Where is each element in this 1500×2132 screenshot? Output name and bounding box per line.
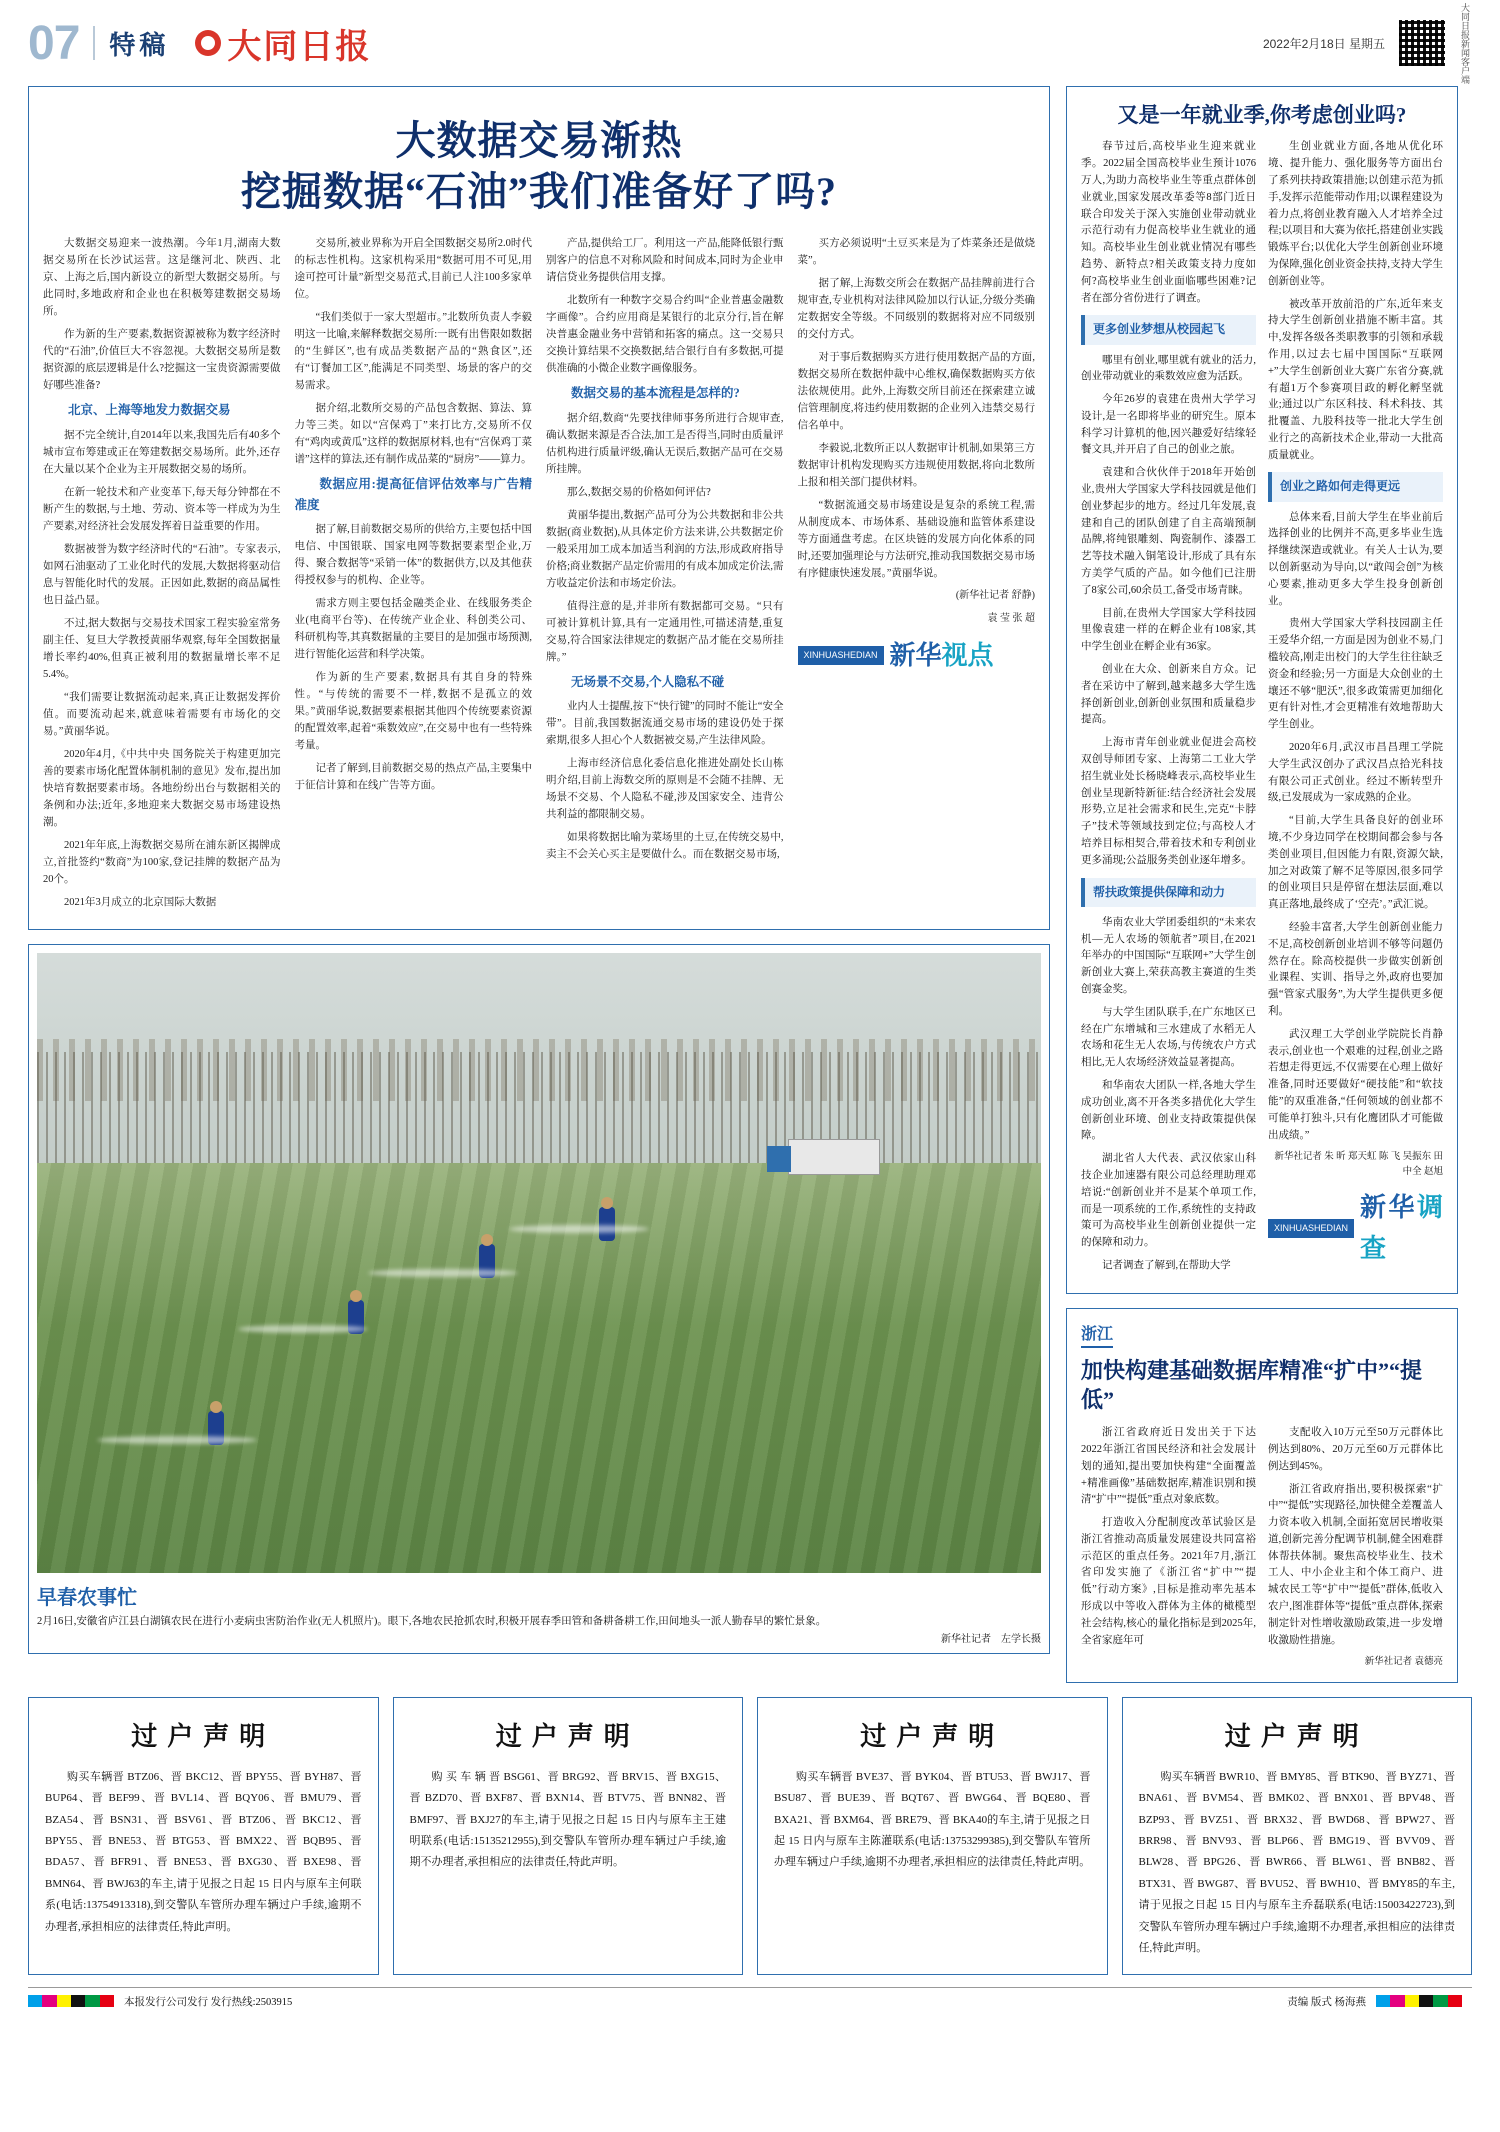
badge-pinyin: XINHUASHEDIAN	[1268, 1219, 1354, 1238]
paragraph: 2020年6月,武汉市昌昌理工学院大学生武汉创办了武汉昌点拾光科技有限公司正式创业。经过不断转型升级,已发展成为一家成熟的企业。	[1268, 742, 1443, 804]
employment-title: 又是一年就业季,你考虑创业吗?	[1117, 103, 1407, 127]
employment-column-1	[1081, 139, 1256, 1280]
paragraph: 生创业就业方面,各地从优化环境、提升能力、强化服务等方面出台了系列扶持政策措施;以创建示范为抓手,发挥示范能带动作用;以课程建设为着力点,将创业教育融入人才培养全过程;以项目和大赛为依托,搭建创业实践锻炼平台;以优化大学生创新创业环境为保障,强化创业资金扶持,支持大学生创新创业等。	[1268, 141, 1443, 287]
paragraph: 支配收入10万元至50万元群体比例达到80%、20万元至60万元群体比例达到45%。	[1268, 1427, 1443, 1472]
masthead-right	[1263, 3, 1472, 84]
paragraph: 北数所有一种数字交易合约叫“企业普惠金融数字画像”。合约应用商是某银行的北京分行,旨在解决普惠金融业务中营销和拓客的痛点。这一交易只交换计算结果不交换数据,结合银行自有多数据,可提供准确的小微企业数字画像服务。	[546, 295, 784, 375]
subheading: 数据应用:提高征信评估效率与广告精准度	[294, 477, 532, 512]
paragraph: 武汉理工大学创业学院院长肖静表示,创业也一个艰难的过程,创业之路若想走得更远,不仅需要在心理上做好准备,同时还要做好“硬技能”和“软技能”的双重准备,“任何领域的创业都不可能单打独斗,只有化鹰团队才可能做出成绩。”	[1268, 1028, 1443, 1141]
paragraph: 业内人士提醒,按下“快行键”的同时不能让“安全带”。目前,我国数据流通交易市场的建设仍处于探索期,很多人担心个人数据被交易,产生法律风险。	[546, 700, 784, 746]
employment-columns	[1081, 139, 1443, 1280]
notice-title: 过户声明	[860, 1721, 1005, 1751]
spray-mist	[368, 1269, 518, 1277]
star-icon	[195, 30, 221, 56]
paragraph: 上海市青年创业就业促进会高校双创导师团专家、上海第二工业大学招生就业处长杨晓峰表示,高校毕业生创业呈现新特新征:结合经济社会发展形势,立足社会需求和民生,完克“卡脖子”技术等领域技到定位;与高校人才培养目标相契合,带着技术和专利创业更多涌现;公益服务类创业逐年增多。	[1081, 737, 1256, 866]
publish-date: 2022年2月18日 星期五	[1262, 36, 1385, 51]
paragraph: 值得注意的是,并非所有数据都可交易。“只有可被计算机计算,具有一定通用性,可描述清楚,重复交易,符合国家法律规定的数据产品才能在交易所挂牌。”	[546, 600, 784, 663]
paragraph: 浙江省政府近日发出关于下达2022年浙江省国民经济和社会发展计划的通知,提出要加快构建“全面覆盖+精准画像”基础数据库,精准识别和摸清“扩中”“提低”重点对象底数。	[1081, 1427, 1256, 1506]
photo-caption-text: 2月16日,安徽省庐江县白湖镇农民在进行小麦病虫害防治作业(无人机照片)。眼下,各地农民抢抓农时,积极开展春季田管和备耕备耕工作,田间地头一派人勤春早的繁忙景象。	[37, 1615, 827, 1627]
subheading: 更多创业梦想从校园起飞	[1081, 315, 1256, 344]
headline-line-1: 大数据交易渐热	[395, 118, 683, 163]
paragraph: 被改革开放前沿的广东,近年来支持大学生创新创业措施不断丰富。其中,发挥各级各类职教事的引领和承载作用,以过去七届中国国际“互联网+”大学生创新创业大赛广东省分赛,就有超1万个参赛项目政的孵化孵坚就业;通过以广东区科技、科术科技、其批覆盖、九股科技等一批北大学生创业行之的高新技术企业,带动一大批高质量就业。	[1268, 298, 1443, 461]
paragraph: 春节过后,高校毕业生迎来就业季。2022届全国高校毕业生预计1076万人,为助力高校毕业生等重点群体创业就业,国家发展改革委等8部门近日联合印发关于深入实施创业带动就业示范行动有力促高校毕业生就业的通知。高校毕业生创业就业情况有哪些趋势、新特点?相关政策支持力度如何?高校毕业生创业面临哪些困难?记者在部分省份进行了调查。	[1081, 141, 1256, 304]
notice-body: 购买车辆晋 BWR10、晋 BMY85、晋 BTK90、晋 BYZ71、晋 BNA61、晋 BVM54、晋 BMK02、晋 BNX01、晋 BPV48、晋 BZP93、晋 BVZ51、晋 BRX32、晋 BWD68、晋 BPW27、晋 BRR98、晋 BNV93、晋 BLP66、晋 BMG19、晋 BVV09、晋 BLW28、晋 BPG26、晋 BWR66、晋 BLW61、晋 BNB82、晋 BTX31、晋 BWG87、晋 BVU52、晋 BWH10、晋 BMY85的车主,请于见报之日起 15 日内与原车主乔磊联系(电话:15003422723),到交警队车管所办理车辆过户手续,逾期不办理者,承担相应的法律责任,特此声明。	[1138, 1770, 1455, 1955]
zhejiang-article	[1066, 1308, 1458, 1683]
paragraph: 作为新的生产要素,数据资源被称为数字经济时代的“石油”,价值巨大不容忽视。大数据交易所是数据资源的底层逻辑是什么?挖掘这一宝贵资源需要做好哪些准备?	[43, 329, 281, 392]
byline: 新华社记者 袁德亮	[1364, 1657, 1443, 1668]
paragraph: 袁建和合伙伙伴于2018年开始创业,贵州大学国家大学科技园就是他们创业梦起步的地方。经过几年发展,袁建和自己的团队创建了自主高端预制品牌,将纯银雕刻、陶瓷制作、漆器工艺等技术融入铜笔设计,形成了具有东方美学气质的产品。如今他们已注册了8家公司,60余员工,备受市场青睐。	[1081, 467, 1256, 596]
spray-mist	[238, 1325, 368, 1333]
subheading: 无场景不交易,个人隐私不碰	[571, 674, 725, 689]
worker	[599, 1207, 615, 1241]
paragraph: “我们类似于一家大型超市。”北数所负责人李毅明这一比喻,来解释数据交易所:一既有出售限如数据的“生鲜区”,也有成品类数据产品的“熟食区”,还有“订餐加工区”,能满足不同类型、场景的客户的交易需求。	[294, 312, 532, 392]
truck	[788, 1139, 880, 1175]
paragraph: 浙江省政府指出,要积极探索“扩中”“提低”实现路径,加快健全差覆盖人力资本收入机制,全面拓宽居民增收渠道,创新完善分配调节机制,健全困难群体帮扶体制。聚焦高校毕业生、技术工人、中小企业主和个体工商户、进城农民工等“扩中”“提低”群体,低收入农户,图准群体等“提低”重点群体,探索制定针对性增收激励政策,进一步发增收激励性措施。	[1268, 1483, 1443, 1646]
paragraph: 据介绍,数商“先要找律师事务所进行合规审查,确认数据来源是否合法,加工是否得当,同时由质量评估机构进行质量评级,确认无误后,数据产品可在交易所挂牌。	[546, 412, 784, 475]
paragraph: 如果将数据比喻为菜场里的土豆,在传统交易中,卖主不会关心买主是要做什么。而在数据交易市场,	[546, 831, 784, 860]
employment-article	[1066, 86, 1458, 1294]
notice-body: 购买车辆晋 BTZ06、晋 BKC12、晋 BPY55、晋 BYH87、晋 BUP64、晋 BEF99、晋 BVL14、晋 BQY06、晋 BMU79、晋 BZA54、晋 BSN31、晋 BSV61、晋 BTZ06、晋 BKC12、晋 BPY55、晋 BNE53、晋 BTG53、晋 BMX22、晋 BQB95、晋 BDA57、晋 BFR91、晋 BNE53、晋 BXG30、晋 BXE98、晋 BMN64、晋 BWJ63的车主,请于见报之日起 15 日内与原车主何联系(电话:13754913318),到交警队车管所办理车辆过户手续,逾期不办理者,承担相应的法律责任,特此声明。	[45, 1770, 362, 1933]
byline-2: 袁 莹 张 超	[987, 612, 1035, 624]
qr-label: 大同日报新闻客户端	[1460, 2, 1470, 84]
page-footer	[28, 1987, 1472, 2009]
paper-logo	[195, 19, 371, 68]
paragraph: 据了解,目前数据交易所的供给方,主要包括中国电信、中国银联、国家电网等数据要素型企业,万得、聚合数据等“采销一体”的数据供方,以及其他获得授权参与的机构、企业等。	[294, 523, 532, 586]
lead-headline	[43, 99, 1035, 225]
paragraph: 在新一轮技术和产业变革下,每天每分钟都在不断产生的数据,与土地、劳动、资本等一样成为为生产要素,对经济社会发展发挥着日益重要的作用。	[43, 486, 281, 532]
paragraph: 与大学生团队联手,在广东地区已经在广东增城和三水建成了水稻无人农场和花生无人农场,与传统农户方式相比,无人农场经济效益显著提高。	[1081, 1006, 1256, 1069]
footer-editor: 责编 版式 杨海燕	[1287, 1996, 1366, 2008]
paragraph: 黄丽华提出,数据产品可分为公共数据和非公共数据(商业数据),从具体定价方法来讲,公共数据定价一般采用加工成本加适当利润的方法,形成政府指导价格;商业数据产品定价需用的有成本加成定价法,需方收益定价法和市场定价法。	[546, 509, 784, 589]
paragraph: 交易所,被业界称为开启全国数据交易所2.0时代的标志性机构。这家机构采用“数据可用不可见,用途可控可计量”新型交易范式,目前已人注100多家单位。	[294, 238, 532, 301]
paragraph: 上海市经济信息化委信息化推进处副处长山栋明介绍,目前上海数交所的原则是不会随不挂牌、无场景不交易、个人隐私不碰,涉及国家安全、违背公共利益的都限制交易。	[546, 757, 784, 820]
footer-right	[1287, 1994, 1472, 2009]
notice-body: 购买车辆晋 BVE37、晋 BYK04、晋 BTU53、晋 BWJ17、晋 BSU87、晋 BUE39、晋 BQT67、晋 BWG64、晋 BQE80、晋 BXA21、晋 BXM64、晋 BRE79、晋 BKA40的车主,请于见报之日起 15 日内与原车主陈灌联系(电话:13753299385),到交警队车管所办理车辆过户手续,逾期不办理者,承担相应的法律责任,特此声明。	[774, 1770, 1091, 1869]
notice-title: 过户声明	[495, 1721, 640, 1751]
footer-left-text: 本报发行公司发行 发行热线:2503915	[124, 1996, 293, 2008]
paragraph: 大数据交易迎来一波热潮。今年1月,湖南大数据交易所在长沙试运营。这是继河北、陕西、北京、上海之后,国内新设立的新型大数据交易所。与此同时,多地政府和企业也在积极筹建数据交易场所。	[43, 238, 281, 318]
paragraph: “数据流通交易市场建设是复杂的系统工程,需从制度成本、市场体系、基础设施和监管体系建设等方面通盘考虑。在区块链的发展方向化体系的同时,还要加强理论与方法研究,推动我国数据交易市场有序健康快速发展。”黄丽华说。	[797, 500, 1035, 580]
paragraph: 数据被誉为数字经济时代的“石油”。专家表示,如网石油驱动了工业化时代的发展,大数据将驱动信息与智能化时代的发展。正因如此,数据的商品属性也日益凸显。	[43, 543, 281, 606]
paragraph: 产品,提供给工厂。利用这一产品,能降低银行甄别客户的信息不对称风险和时间成本,同时为企业申请信贷业务提供信用支撑。	[546, 238, 784, 284]
paragraph: 记者调查了解到,在帮助大学	[1102, 1259, 1231, 1271]
paragraph: 创业在大众、创新来自方众。记者在采访中了解到,越来越多大学生选择创新创业,创新创业氛围和质量稳步提高。	[1081, 664, 1256, 726]
paragraph: 贵州大学国家大学科技园副主任王爱华介绍,一方面是因为创业不易,门槛较高,刚走出校门的大学生往往缺乏资金和经验;另一方面是大众创业的土壤还不够“肥沃”,很多政策需更加细化更有针对性,才会更精准有效地帮助大学生创业。	[1268, 618, 1443, 731]
notice-1	[28, 1697, 379, 1975]
page-body	[28, 86, 1472, 1683]
paragraph: 2021年3月成立的北京国际大数据	[64, 896, 217, 908]
notices-row	[28, 1697, 1472, 1975]
zhejiang-column-2	[1268, 1425, 1443, 1670]
paragraph: 据了解,上海数交所会在数据产品挂牌前进行合规审查,专业机构对法律风险加以行认证,分级分类确定数据安全等级。不同级别的数据将对应不同级别的交付方式。	[797, 278, 1035, 341]
paragraph: 总体来看,目前大学生在毕业前后选择创业的比例并不高,更多毕业生选择继续深造或就业。有关人士认为,要以创新驱动为导向,以“敢闯会创”为核心要素,推动更多大学生投身创新创业。	[1268, 511, 1443, 607]
byline: (新华社记者 舒静)	[955, 590, 1035, 602]
paragraph: 湖北省人大代表、武汉依家山科技企业加速器有限公司总经理助理邓培说:“创新创业并不是某个单项工作,而是一项系统的工作,系统性的支持政策可为高校毕业生创新创业提供一定的保障和动力。	[1081, 1153, 1256, 1249]
subheading: 北京、上海等地发力数据交易	[68, 403, 231, 418]
paragraph: 作为新的生产要素,数据具有其自身的特殊性。“与传统的需要不一样,数据不是孤立的效果。”黄丽华说,数据要素根据其他四个传统要素资源的配置效率,起着“乘数效应”,在交易中也有一些特殊考量。	[294, 671, 532, 751]
region-tag: 浙江	[1081, 1321, 1113, 1348]
xinhua-badge	[798, 635, 1036, 677]
right-column	[1066, 86, 1458, 1683]
article-column-3	[546, 235, 784, 916]
badge-text-2: 调查	[1360, 1192, 1443, 1264]
paragraph: 李毅说,北数所正以人数据审计机制,如果第三方数据审计机构发现购买方违规使用数据,将向北数所上报和相关部门提供材料。	[797, 443, 1035, 489]
paragraph: 不过,据大数据与交易技术国家工程实验室常务副主任、复旦大学教授黄丽华观察,每年全国数据量增长率约40%,但真正被利用的数据量增长率不足5.4%。	[43, 617, 281, 680]
tree-line	[37, 1052, 1041, 1176]
subheading: 创业之路如何走得更远	[1268, 472, 1443, 501]
byline: 新华社记者 朱 昕 郑天虹 陈 飞 吴振东 田中全 赵旭	[1274, 1152, 1443, 1177]
notice-title: 过户声明	[1224, 1721, 1369, 1751]
masthead-divider	[93, 26, 95, 60]
paragraph: 今年26岁的袁建在贵州大学学习设计,是一名即将毕业的研究生。原本科学习计算机的他,因兴趣爱好结缘轻餐文具,并开启了自己的创业之旅。	[1081, 394, 1256, 456]
page-number: 07	[28, 16, 80, 70]
paragraph: 目前,在贵州大学国家大学科技园里像袁建一样的在孵企业有108家,其中学生创业在孵企业有36家。	[1081, 607, 1256, 653]
badge-text	[1360, 1187, 1443, 1270]
article-column-1	[43, 235, 281, 916]
zhejiang-column-1	[1081, 1425, 1256, 1670]
employment-column-2	[1268, 139, 1443, 1280]
subheading: 数据交易的基本流程是怎样的?	[571, 386, 740, 401]
paragraph: 记者了解到,目前数据交易的热点产品,主要集中于征信计算和在线广告等方面。	[294, 762, 532, 791]
subheading: 帮扶政策提供保障和动力	[1081, 878, 1256, 907]
paragraph: 哪里有创业,哪里就有就业的活力,创业带动就业的乘数效应愈为活跃。	[1081, 354, 1256, 383]
paragraph: 2021年年底,上海数据交易所在浦东新区揭牌成立,首批签约“数商”为100家,登记挂牌的数据产品为20个。	[43, 839, 281, 885]
color-registration-bar	[28, 1995, 114, 2007]
left-column	[28, 86, 1050, 1683]
notice-body: 购 买 车 辆 晋 BSG61、晋 BRG92、晋 BRV15、晋 BXG15、晋 BZD70、晋 BXF87、晋 BXN14、晋 BTV75、晋 BNN82、晋 BMF97、晋 BXJ27的车主,请于见报之日起 15 日内与原车主王建明联系(电话:15135212955),到交警队车管所办理车辆过户手续,逾期不办理者,承担相应的法律责任,特此声明。	[409, 1770, 726, 1869]
section-title: 特稿	[109, 29, 170, 60]
paragraph: 据不完全统计,自2014年以来,我国先后有40多个城市宣布筹建或正在筹建数据交易场所。此外,还存在大量以某个企业为主开展数据交易的场所。	[43, 429, 281, 475]
article-column-4	[798, 235, 1036, 916]
zhejiang-columns	[1081, 1425, 1443, 1670]
paragraph: 那么,数据交易的价格如何评估?	[567, 486, 711, 498]
notice-3	[757, 1697, 1108, 1975]
notice-4	[1122, 1697, 1473, 1975]
xinhua-badge	[1268, 1187, 1443, 1270]
notice-title: 过户声明	[131, 1721, 276, 1751]
paragraph: 2020年4月,《中共中央 国务院关于构建更加完善的要素市场化配置体制机制的意见》发布,提出加快培育数据要素市场。各地纷纷出台与数据相关的条例和办法;近年,多地迎来大数据交易市场建设热潮。	[43, 748, 281, 828]
paragraph: 买方必须说明“土豆买来是为了炸菜条还是做烧菜”。	[797, 238, 1035, 267]
badge-text-2: 视点	[941, 640, 994, 670]
color-registration-bar-2	[1376, 1995, 1462, 2007]
paragraph: “我们需要让数据流动起来,真正让数据发挥价值。而要流动起来,就意味着需要有市场化的交易。”黄丽华说。	[43, 691, 281, 737]
notice-2	[393, 1697, 744, 1975]
photo-caption-title: 早春农事忙	[37, 1586, 137, 1609]
badge-text	[890, 635, 994, 677]
badge-text-1: 新华	[1360, 1192, 1417, 1222]
headline-line-2: 挖掘数据“石油”我们准备好了吗?	[241, 169, 837, 215]
badge-text-1: 新华	[889, 640, 942, 670]
paragraph: 需求方则主要包括金融类企业、在线服务类企业(电商平台等)、在传统产业企业、科创类公司、科研机构等,其真数据量的主要目的是加强市场预测,进行智能化运营和科学决策。	[294, 597, 532, 660]
paragraph: 华南农业大学团委组织的“未来农机—无人农场的领航者”项目,在2021年举办的中国国际“互联网+”大学生创新创业大赛上,荣获高教主赛道的生类创赛金奖。	[1081, 916, 1256, 995]
paragraph: “目前,大学生具备良好的创业环境,不少身边同学在校期间都会参与各类创业项目,但因能力有限,资源欠缺,加之对政策了解不足等原因,很多同学的创业项目只是停留在想法层面,难以真正落地,最终成了‘空壳’。”武汇说。	[1268, 815, 1443, 911]
paragraph: 对于事后数据购买方进行使用数据产品的方面,数据交易所在数据仲裁中心维权,确保数据购买方依法依规使用。此外,上海数交所目前还在探索建立诚信管理制度,将违约使用数据的企业列入违禁交易行信名单中。	[797, 352, 1035, 432]
paragraph: 据介绍,北数所交易的产品包含数据、算法、算力等三类。如以“宫保鸡丁”来打比方,交易所不仅有“鸡肉或黄瓜”这样的数据原材料,也有“宫保鸡丁菜谱”这样的算法,还有制作成品菜的“厨房”——算力。	[294, 403, 532, 466]
article-column-2	[295, 235, 533, 916]
zhejiang-title: 加快构建基础数据库精准“扩中”“提低”	[1081, 1357, 1423, 1413]
paper-name: 大同日报	[227, 28, 372, 66]
article-columns	[43, 235, 1035, 916]
paragraph: 和华南农大团队一样,各地大学生成功创业,离不开各类多措优化大学生创新创业环境、创业支持政策提供保障。	[1081, 1079, 1256, 1142]
paragraph: 打造收入分配制度改革试验区是浙江省推动高质量发展建设共同富裕示范区的重点任务。2021年7月,浙江省印发实施了《浙江省“扩中”“提低”行动方案》,目标是推动率先基本形成以中等收入群体为主体的橄榄型社会结构,核心的量化指标是到2025年,全省家庭年可	[1081, 1517, 1256, 1646]
badge-pinyin: XINHUASHEDIAN	[798, 646, 884, 665]
field-photo	[37, 953, 1041, 1573]
masthead	[28, 0, 1472, 86]
qr-code-icon	[1397, 18, 1447, 68]
paragraph: 经验丰富者,大学生创新创业能力不足,高校创新创业培训不够等问题仍然存在。除高校提供一步做实创新创业课程、实训、指导之外,政府也要加强“管家式服务”,为大学生提供更多便利。	[1268, 922, 1443, 1017]
photo-block	[28, 944, 1050, 1655]
photo-credit: 新华社记者 左学长摄	[941, 1634, 1041, 1646]
lead-article	[28, 86, 1050, 930]
